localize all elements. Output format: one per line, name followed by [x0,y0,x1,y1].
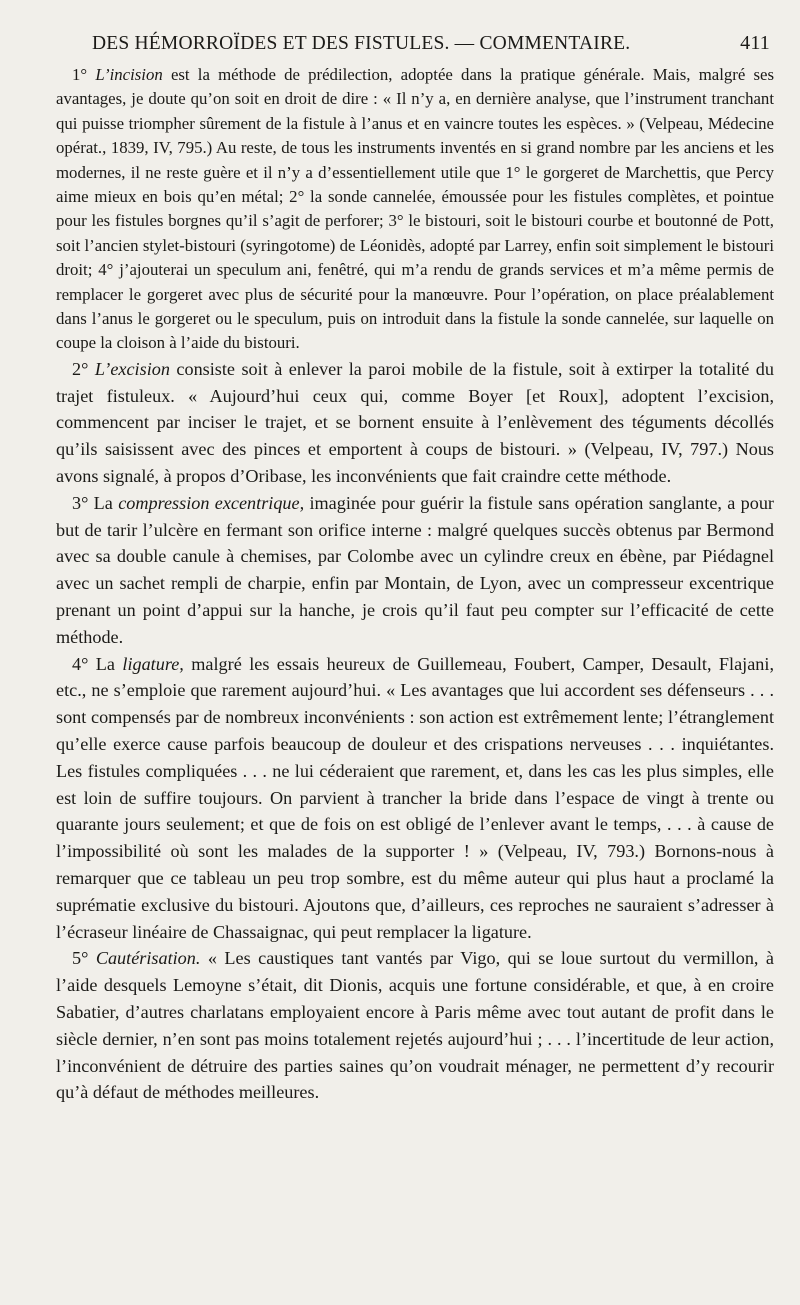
paragraph-text: « Les caustiques tant vantés par Vigo, qui se loue surtout du vermillon, à l’aide desquels Lemoyne s’était, dit Dionis, acquis une fortune considérable, et que, à en croire Sabatier, d’autres charlatans employaient encore à Paris même avec tout autant de profit dans le siècle dernier, n’en sont pas moins totalement rejetés aujourd’hui ; . . . l’incertitude de leur action, l’inconvénient de détruire des parties saines qu’on voudrait ménager, ne permettent d’y recourir qu’à défaut de méthodes meilleures. [56,948,774,1103]
paragraph-compression [56,490,774,651]
running-title: DES HÉMORROÏDES ET DES FISTULES. — COMMENTAIRE. [92,33,631,54]
paragraph-lead: 2° [72,358,95,379]
paragraph-text: imaginée pour guérir la fistule sans opération sanglante, a pour but de tarir l’ulcère en fermant son orifice interne : malgré quelques succès obtenus par Bermond avec sa double canule à chemises, par Colombe avec un cylindre creux en ébène, par Piédagnel avec un sachet rempli de charpie, enfin par Montain, de Lyon, avec un compresseur excentrique prenant un point d’appui sur la hanche, je crois qu’il faut peu compter sur l’efficacité de cette méthode. [56,492,774,647]
paragraph-lead-italic: ligature, [122,653,184,674]
paragraph-excision [56,356,774,490]
paragraph-text: est la méthode de prédilection, adoptée dans la pratique générale. Mais, malgré ses avantages, je doute qu’on soit en droit de dire : « Il n’y a, en dernière analyse, que l’instrument tranchant qui puisse triompher sûrement de la fistule à l’anus et en vaincre toutes les espèces. » (Velpeau, Médecine opérat., 1839, IV, 795.) Au reste, de tous les instruments inventés en si grand nombre par les anciens et les modernes, il ne reste guère et il n’y a d’essentiellement utile que 1° le gorgeret de Marchettis, que Percy aime mieux en bois qu’en métal; 2° la sonde cannelée, émoussée pour les fistules complètes, et pointue pour les fistules borgnes qu’il s’agit de perforer; 3° le bistouri, soit le bistouri courbe et boutonné de Pott, soit l’ancien stylet-bistouri (syringotome) de Léonidès, adopté par Larrey, enfin soit simplement le bistouri droit; 4° j’ajouterai un speculum ani, fenêtré, qui m’a rendu de grands services et m’a même permis de remplacer le gorgeret avec plus de sécurité pour la manœuvre. Pour l’opération, on place préalablement dans l’anus le gorgeret ou le speculum, puis on introduit dans la fistule la sonde cannelée, sur laquelle on coupe la cloison à l’aide du bistouri. [56,65,775,353]
running-header [92,32,774,55]
paragraph-text: consiste soit à enlever la paroi mobile de la fistule, soit à extirper la totalité du trajet fistuleux. « Aujourd’hui ceux qui, comme Boyer [et Roux], adoptent l’excision, commencent par inciser le trajet, et se bornent ensuite à l’enlèvement des téguments décollés qu’ils saisissent avec des pinces et emportent à coups de bistouri. » (Velpeau, IV, 797.) Nous avons signalé, à propos d’Oribase, les inconvénients que fait craindre cette méthode. [56,358,774,487]
page-number: 411 [740,32,770,54]
paragraph-text: malgré les essais heureux de Guillemeau, Foubert, Camper, Desault, Flajani, etc., ne s’emploie que rarement aujourd’hui. « Les avantages que lui accordent ses défenseurs . . . sont compensés par de nombreux inconvénients : son action est extrêmement lente; l’étranglement qu’elle exerce cause parfois beaucoup de douleur et des crispations nerveuses . . . inquiétantes. Les fistules compliquées . . . ne lui céderaient que rarement, et, dans les cas les plus simples, elle est loin de suffire toujours. On parvient à trancher la bride dans l’espace de vingt à trente ou quarante jours seulement; et que de fois on est obligé de l’enlever avant le temps, . . . à cause de l’impossibilité où sont les malades de la supporter ! » (Velpeau, IV, 793.) Bornons-nous à remarquer que ce tableau un peu trop sombre, est du même auteur qui plus haut a proclamé la suprématie exclusive du bistouri. Ajoutons que, d’ailleurs, ces reproches ne sauraient s’adresser à l’écraseur linéaire de Chassaignac, qui peut remplacer la ligature. [56,653,774,942]
paragraph-lead-italic: Cautérisation. [95,948,201,969]
paragraph-incision [56,63,774,356]
paragraph-cauterisation [56,945,774,1106]
paragraph-lead-italic: L’excision [94,358,170,379]
paragraph-lead: 3° La [72,492,119,513]
body-text [56,63,774,1106]
paragraph-ligature [56,651,774,946]
paragraph-lead: 4° La [72,653,123,674]
paragraph-lead: 1° [72,65,96,84]
paragraph-lead-italic: L’incision [95,65,163,84]
paragraph-lead: 5° [72,948,96,969]
paragraph-lead-italic: compression excentrique, [118,492,305,513]
